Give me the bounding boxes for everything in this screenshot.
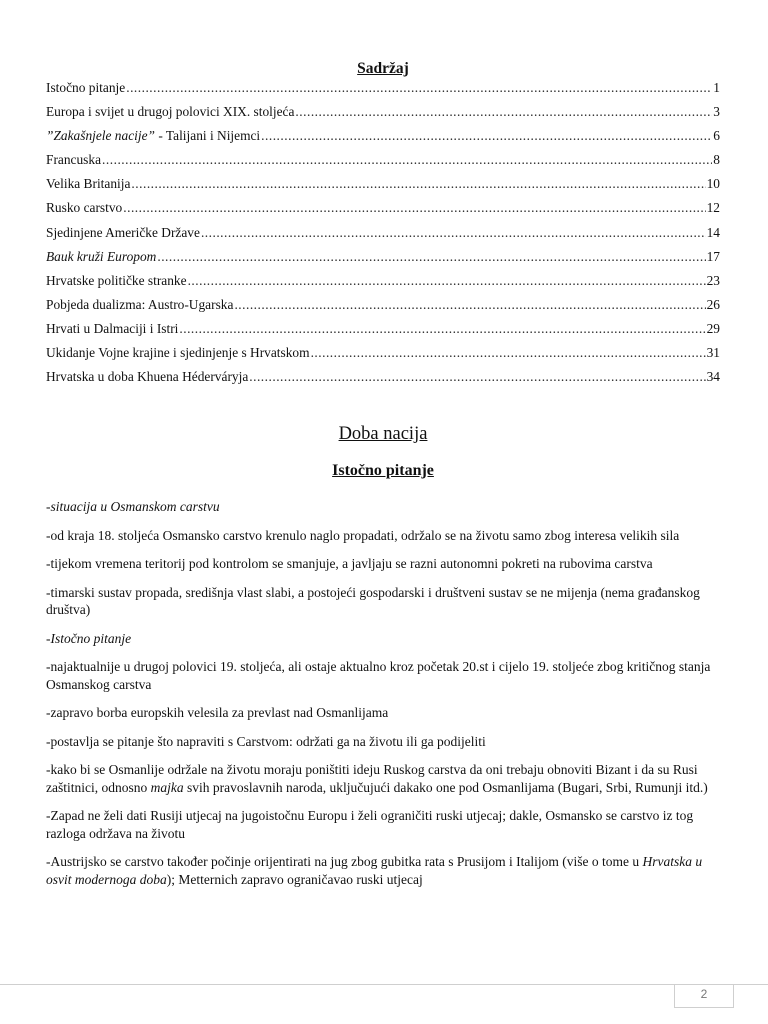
paragraph: -od kraja 18. stoljeća Osmansko carstvo krenulo naglo propadati, održalo se na životu samo zbog interesa velikih sila [46,527,680,543]
toc-entry-label-rest: - Talijani i Nijemci [154,128,261,144]
paragraph-text: svih pravoslavnih naroda, uključujući dakako one pod Osmanlijama (Bugari, Srbi, Rumunji itd.) [183,779,708,795]
toc-leader-dots [102,152,712,168]
paragraph: -tijekom vremena teritorij pod kontrolom se smanjuje, a javljaju se razni autonomni pokreti na rubovima carstva [46,556,653,571]
toc-entry-page: 23 [706,272,720,288]
toc-entry-page: 29 [706,320,720,336]
paragraph [46,853,722,888]
toc-entry-page: 6 [713,128,720,144]
toc-title: Sadržaj [357,60,409,77]
toc-leader-dots [249,369,705,385]
toc-entry[interactable] [46,225,720,249]
toc-entry-page: 10 [706,176,720,192]
footer-divider [0,984,768,985]
paragraph: -Zapad ne želi dati Rusiji utjecaj na jugoistočnu Europu i želi ograničiti ruski utjecaj; dakle, Osmansko se carstvo iz tog razloga održava na životu [46,808,694,841]
toc-entry-label-italic: ”Zakašnjele nacije” [46,128,155,144]
paragraph: -timarski sustav propada, središnja vlast slabi, a postojeći gospodarski i društveni sustav se ne mijenja (nema građanskog društva) [46,584,700,617]
toc-entry-page: 34 [706,369,720,385]
toc-entry-label: Sjedinjene Američke Države [46,224,200,240]
body-text [46,498,722,899]
paragraph-emphasis: Hrvatska u osvit modernoga doba [46,854,703,887]
toc-leader-dots [201,225,706,241]
toc-entry-label [46,128,260,144]
paragraph: -situacija u Osmanskom carstvu [46,499,220,514]
toc-entry-label: Pobjeda dualizma: Austro-Ugarska [46,296,234,312]
toc-entry[interactable] [46,369,720,393]
toc-leader-dots [157,249,705,265]
toc-entry-label: Ukidanje Vojne krajine i sjedinjenje s Hrvatskom [46,345,310,361]
toc-entry-page: 12 [706,200,720,216]
paragraph-text: ); Metternich zapravo ograničavao ruski utjecaj [166,871,423,887]
toc-entry[interactable] [46,80,720,104]
paragraph: -postavlja se pitanje što napraviti s Carstvom: održati ga na životu ili ga podijeliti [46,733,486,749]
toc-leader-dots [261,128,712,144]
toc-entry[interactable] [46,200,720,224]
section-heading: Istočno pitanje [332,462,434,479]
paragraph-emphasis: majka [150,779,184,795]
toc-entry-label: Velika Britanija [46,176,131,192]
paragraph: -Istočno pitanje [46,630,132,646]
table-of-contents [46,80,720,393]
toc-entry-page: 26 [706,296,720,312]
paragraph-text: -kako bi se Osmanlije održale na životu moraju poništiti ideju Ruskog carstva da oni trebaju obnoviti Bizant i da su Rusi zaštitnici, odnosno [46,762,698,795]
toc-entry[interactable] [46,273,720,297]
toc-entry[interactable] [46,176,720,200]
toc-entry[interactable] [46,128,720,152]
chapter-heading: Doba nacija [338,424,428,444]
toc-entry-label [46,249,156,265]
toc-entry-label: Francuska [46,152,102,168]
paragraph: -zapravo borba europskih velesila za prevlast nad Osmanlijama [46,705,389,720]
toc-leader-dots [311,345,706,361]
toc-entry[interactable] [46,297,720,321]
paragraph-text: -Austrijsko se carstvo također počinje orijentirati na jug zbog gubitka rata s Prusijom i Italijom (više o tome u [46,854,643,869]
toc-leader-dots [126,80,712,96]
paragraph [46,761,722,796]
page-number: 2 [674,984,734,1008]
toc-entry-label: Rusko carstvo [46,200,123,216]
toc-entry-label: Istočno pitanje [46,80,126,95]
toc-entry[interactable] [46,152,720,176]
toc-leader-dots [188,273,706,289]
toc-entry-page: 14 [706,224,720,240]
toc-entry-label-italic: Bauk kruži Europom [46,248,157,264]
toc-entry-label: Europa i svijet u drugoj polovici XIX. stoljeća [46,104,295,120]
toc-entry-label: Hrvatska u doba Khuena Héderváryja [46,369,249,385]
toc-entry[interactable] [46,345,720,369]
toc-entry-page: 1 [713,80,720,95]
toc-entry-label: Hrvati u Dalmaciji i Istri [46,320,179,336]
toc-leader-dots [131,176,705,192]
toc-entry[interactable] [46,321,720,345]
toc-leader-dots [179,321,705,337]
toc-entry-page: 17 [706,248,720,264]
toc-leader-dots [234,297,705,313]
toc-entry-label: Hrvatske političke stranke [46,272,187,288]
toc-entry[interactable] [46,104,720,128]
toc-entry-page: 3 [713,104,720,120]
toc-entry[interactable] [46,249,720,273]
paragraph: -najaktualnije u drugoj polovici 19. stoljeća, ali ostaje aktualno kroz početak 20.st i cijelo 19. stoljeće zbog kritičnog stanja Osmanskog carstva [46,659,711,692]
toc-leader-dots [295,104,712,120]
toc-entry-page: 31 [706,345,720,361]
toc-leader-dots [123,200,705,216]
toc-entry-page: 8 [713,152,720,168]
